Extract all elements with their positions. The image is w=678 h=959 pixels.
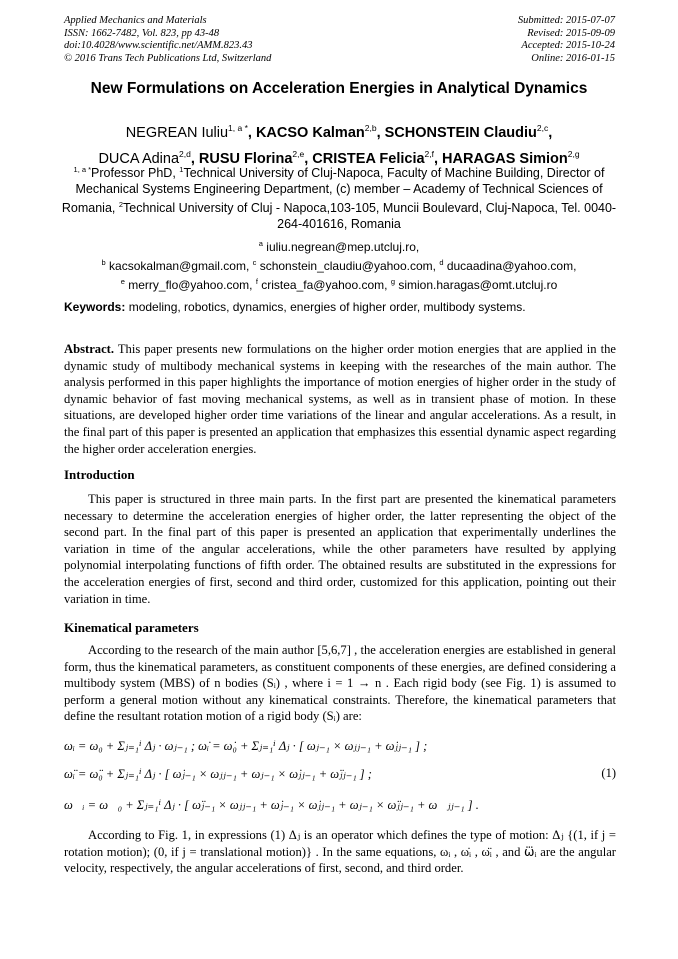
email-sup: d xyxy=(439,258,444,267)
email-sup: e xyxy=(120,277,125,286)
issn-line: ISSN: 1662-7482, Vol. 823, pp 43-48 xyxy=(64,27,220,39)
author-name: , HARAGAS Simion xyxy=(434,150,568,167)
author-line-1 xyxy=(40,118,638,144)
submitted-date: Submitted: 2015-07-07 xyxy=(517,15,615,26)
email-sup: b xyxy=(101,258,106,267)
equation-text: ω̈ᵢ = ω̈₀ + Σⱼ₌₁ⁱ Δⱼ · [ ω̇ⱼ₋₁ × ωⱼⱼ₋₁ + ωⱼ₋₁ × ω̇ⱼⱼ₋₁ + ω̈ⱼⱼ₋₁ ] ; xyxy=(64,767,372,781)
email-link[interactable]: merry_flo@yahoo.com, xyxy=(124,278,256,292)
introduction-text: This paper is structured in three main parts. In the first part are presented the kinematical parameters necessary to determine the acceleration energies of higher order, the latter representing the object of the second part. In the final part of this paper is presented an application that experimentally underlines the variation in time of the angular accelerations, while the other parameters have resulted by applying polynomial interpolating functions of fifth order. The obtained results are substituted in the expressions for the acceleration energies of first, second and third order, customized for this application, pointing out their variation in time. xyxy=(64,492,616,606)
abstract-text: This paper presents new formulations on the higher order motion energies that are applied in the dynamic study of multibody mechanical systems in keeping with the researches of the main author. The analysis performed in this paper highlights the importance of motion energies of higher order in the study of dynamic behavior of fast moving mechanical systems, as well as in transient phase of motion. In these situations, are developed higher order time variations of the linear and angular accelerations. As a result, in the final part of this paper is presented an application that emphasizes this essential dynamic aspect regarding the higher order acceleration energies. xyxy=(64,342,616,456)
kinematical-paragraph-2: According to Fig. 1, in expressions (1) Δⱼ is an operator which defines the type of motion: Δⱼ {(1, if j = rotation motion); (0, if j = translational motion)} . In the same equations, ωᵢ , ω̇ᵢ , ω̈ᵢ , and ω⃛ᵢ are the angular velocity, respectively, the angular accelerations of first, second, and third order. xyxy=(64,828,616,876)
author-sup: 2,g xyxy=(567,148,580,159)
author-name: NEGREAN Iuliu xyxy=(125,124,229,141)
equation-text: ω⃛ᵢ = ω⃛₀ + Σⱼ₌₁ⁱ Δⱼ · [ ω̈ⱼ₋₁ × ωⱼⱼ₋₁ + ω̇ⱼ₋₁ × ω̇ⱼⱼ₋₁ + ωⱼ₋₁ × ω̈ⱼⱼ₋₁ + ω⃛ⱼⱼ₋₁ ] . xyxy=(64,798,479,812)
email-sup: c xyxy=(252,258,257,267)
author-sup: 2,c xyxy=(536,123,549,133)
author-sup: 2,b xyxy=(364,123,377,133)
journal-info xyxy=(64,15,271,65)
author-sup: 2,f xyxy=(424,148,434,159)
author-sup: 2,d xyxy=(179,148,191,159)
copyright-line: © 2016 Trans Tech Publications Ltd, Switzerland xyxy=(64,52,272,64)
equation-text: ωᵢ = ω₀ + Σⱼ₌₁ⁱ Δⱼ · ωⱼ₋₁ ; ω̇ᵢ = ω̇₀ + Σⱼ₌₁ⁱ Δⱼ · [ ωⱼ₋₁ × ωⱼⱼ₋₁ + ω̇ⱼⱼ₋₁ ] ; xyxy=(64,739,428,753)
author-name: , KACSO Kalman xyxy=(247,124,365,141)
kinematical-heading: Kinematical parameters xyxy=(64,620,199,635)
submission-dates xyxy=(518,15,615,65)
email-sup: f xyxy=(255,277,258,286)
abstract xyxy=(64,341,616,457)
keywords-label: Keywords: xyxy=(64,300,126,314)
affil-sup: 1, a * xyxy=(73,165,92,174)
revised-date: Revised: 2015-09-09 xyxy=(527,27,615,39)
equation-number: (1) xyxy=(601,766,616,780)
affil-text: Professor PhD, xyxy=(91,166,180,181)
abstract-label: Abstract. xyxy=(64,342,115,356)
keywords-text: modeling, robotics, dynamics, energies of higher order, multibody systems. xyxy=(125,300,526,314)
affiliation xyxy=(50,162,628,232)
email-link[interactable]: ducaadina@yahoo.com, xyxy=(443,259,577,273)
keywords xyxy=(64,300,616,314)
author-name: DUCA Adina xyxy=(98,150,180,167)
email-link[interactable]: schonstein_claudiu@yahoo.com, xyxy=(256,259,440,273)
doi-line: doi:10.4028/www.scientific.net/AMM.823.43 xyxy=(64,40,253,51)
affil-sup: 1 xyxy=(179,165,184,174)
email-sup: a xyxy=(258,239,263,248)
author-sup: 2,e xyxy=(292,148,305,159)
kinematical-paragraph: According to the research of the main author [5,6,7] , the acceleration energies are established in general form, thus the kinematical parameters, as constituent components of these energies, are defined considering a multibody system (MBS) of n bodies (Sᵢ) , where i = 1 → n . Each rigid body (see Fig. 1) is assumed to perform a general motion without any kinematical constraints. Therefore, the kinematical parameters that define the resultant rotation motion of a rigid body (Sᵢ) are: xyxy=(64,643,616,724)
author-name: , SCHONSTEIN Claudiu xyxy=(376,124,537,141)
affil-text: Technical University of Cluj-Napoca, Faculty of Machine Building, Director of Mechanical Systems Engineering Department, (c) member – Academy of Technical Sciences of Romania, xyxy=(61,166,605,216)
email-link[interactable]: simion.haragas@omt.utcluj.ro xyxy=(395,278,558,292)
introduction-heading: Introduction xyxy=(64,467,135,482)
affil-sup: 2 xyxy=(118,200,124,210)
paper-title: New Formulations on Acceleration Energies in Analytical Dynamics xyxy=(90,80,588,97)
email-list xyxy=(40,236,638,293)
author-name: , RUSU Florina xyxy=(190,150,293,167)
accepted-date: Accepted: 2015-10-24 xyxy=(521,40,615,51)
email-link[interactable]: iuliu.negrean@mep.utcluj.ro, xyxy=(262,240,420,254)
author-name: , xyxy=(548,124,553,141)
online-date: Online: 2016-01-15 xyxy=(531,52,615,64)
email-sup: g xyxy=(390,277,395,286)
equation-line-1 xyxy=(64,738,616,754)
affil-text: Technical University of Cluj - Napoca,103-105, Muncii Boulevard, Cluj-Napoca, Tel. 0040-264-401616, Romania xyxy=(123,201,617,231)
author-sup: 1, a * xyxy=(228,123,248,133)
equation-line-2 xyxy=(64,766,616,782)
email-link[interactable]: cristea_fa@yahoo.com, xyxy=(257,278,391,292)
equation-line-3 xyxy=(64,797,616,813)
author-name: , CRISTEA Felicia xyxy=(304,150,425,167)
email-link[interactable]: kacsokalman@gmail.com, xyxy=(105,259,253,273)
journal-name: Applied Mechanics and Materials xyxy=(64,15,207,26)
